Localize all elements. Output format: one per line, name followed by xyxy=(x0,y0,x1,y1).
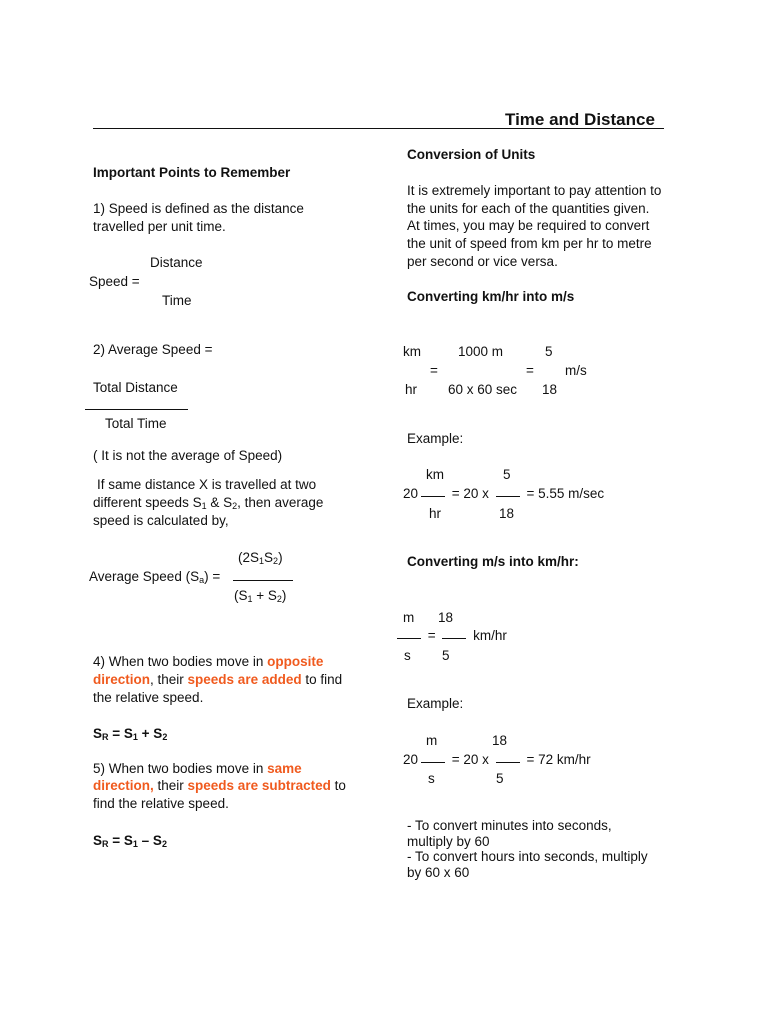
point4-line3: the relative speed. xyxy=(93,690,204,705)
point2-note: ( It is not the average of Speed) xyxy=(93,448,283,463)
example2-equation: 20 = 20 x = 72 km/hr xyxy=(403,752,591,767)
point4-line2: direction, their speeds are added to find xyxy=(93,672,343,687)
example1-eighteen: 18 xyxy=(499,506,515,521)
point1-line1: 1) Speed is defined as the distance xyxy=(93,201,304,216)
note-line-4: by 60 x 60 xyxy=(407,865,470,880)
harmonic-formula-denominator: $(S_1 + S_2)$ xyxy=(234,588,287,604)
example1-km: km xyxy=(426,467,444,482)
harmonic-formula-numerator: $(2S_1S_2)$ xyxy=(238,550,283,566)
speed-formula-numerator: Distance xyxy=(150,255,203,270)
page-title: Time and Distance xyxy=(505,110,655,129)
left-heading: Important Points to Remember xyxy=(93,165,291,180)
point2: 2) Average Speed = xyxy=(93,342,213,357)
point1-line2: travelled per unit time. xyxy=(93,219,226,234)
point4-line1: 4) When two bodies move in opposite xyxy=(93,654,324,669)
point5-line2: direction, their speeds are subtracted to xyxy=(93,778,346,793)
subheading-kmhr-to-ms: Converting km/hr into m/s xyxy=(407,289,575,304)
note-line-3: - To convert hours into seconds, multiply xyxy=(407,849,648,864)
point5-line3: find the relative speed. xyxy=(93,796,229,811)
intro-line-2: the units for each of the quantities given. xyxy=(407,201,650,216)
harmonic-formula-fraction-bar xyxy=(233,580,293,581)
speed-formula-lhs: Speed = xyxy=(89,274,140,289)
point3-line2: different speeds $S_1$ & $S_2$, then average xyxy=(93,495,324,511)
note-line-2: multiply by 60 xyxy=(407,834,490,849)
intro-line-5: per second or vice versa. xyxy=(407,254,558,269)
right-heading: Conversion of Units xyxy=(407,147,536,162)
conv1-equals-1: = xyxy=(430,363,438,378)
conv1-km: km xyxy=(403,344,421,359)
conv1-sec: 60 x 60 sec xyxy=(448,382,518,397)
harmonic-formula-lhs: Average Speed $(S_a)$ = xyxy=(89,569,221,585)
intro-line-1: It is extremely important to pay attention to xyxy=(407,183,662,198)
avg-formula-fraction-bar xyxy=(85,409,188,410)
subheading-ms-to-kmhr: Converting m/s into km/hr: xyxy=(407,554,579,569)
example2-s: s xyxy=(428,771,435,786)
example1-equation: 20 = 20 x = 5.55 m/sec xyxy=(403,486,605,501)
relative-speed-same-formula: $S_R = S_1 - S_2$ xyxy=(93,833,167,849)
avg-formula-numerator: Total Distance xyxy=(93,380,178,395)
point3-line3: speed is calculated by, xyxy=(93,513,229,528)
example1-five: 5 xyxy=(503,467,511,482)
point5-line1: 5) When two bodies move in same xyxy=(93,761,302,776)
conv2-m: m xyxy=(403,610,415,625)
example2-label: Example: xyxy=(407,696,464,711)
conv2-five: 5 xyxy=(442,648,450,663)
point3-line1: If same distance X is travelled at two xyxy=(97,477,317,492)
avg-formula-denominator: Total Time xyxy=(105,416,167,431)
example2-eighteen: 18 xyxy=(492,733,508,748)
example1-label: Example: xyxy=(407,431,464,446)
intro-line-4: the unit of speed from km per hr to metre xyxy=(407,236,652,251)
note-line-1: - To convert minutes into seconds, xyxy=(407,818,612,833)
example1-hr: hr xyxy=(429,506,442,521)
conv1-equals-2: = xyxy=(526,363,534,378)
conv1-1000m: 1000 m xyxy=(458,344,504,359)
conv1-hr: hr xyxy=(405,382,418,397)
conv2-eighteen: 18 xyxy=(438,610,454,625)
conv2-s: s xyxy=(404,648,411,663)
conv2-equation: = km/hr xyxy=(397,627,507,645)
conv1-five: 5 xyxy=(545,344,553,359)
conv1-ms: m/s xyxy=(565,363,587,378)
example2-five: 5 xyxy=(496,771,504,786)
intro-line-3: At times, you may be required to convert xyxy=(407,218,650,233)
relative-speed-opposite-formula: $S_R = S_1 + S_2$ xyxy=(93,726,168,742)
example2-m: m xyxy=(426,733,438,748)
speed-formula-denominator: Time xyxy=(162,293,192,308)
conv1-eighteen: 18 xyxy=(542,382,558,397)
